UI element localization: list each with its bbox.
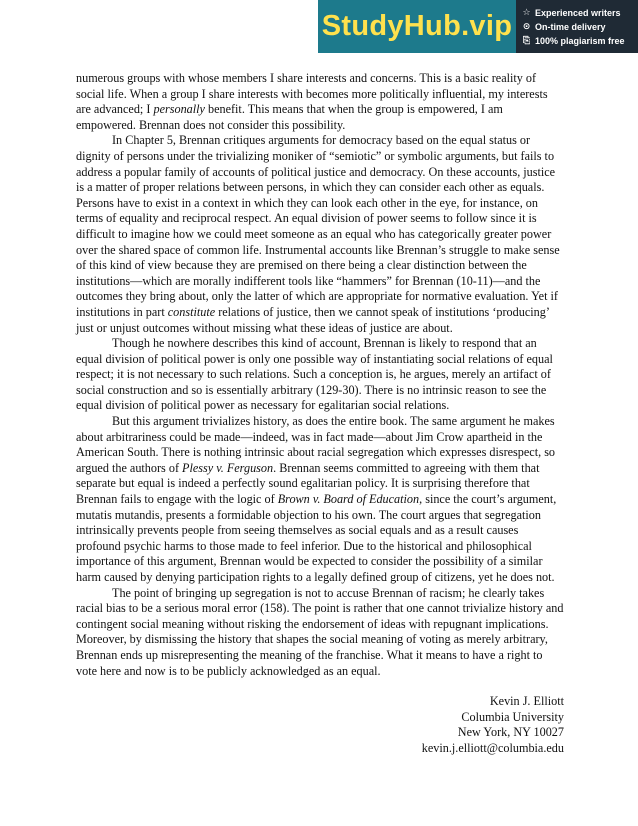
paragraph-text: benefit. This means that when the group is empowered, I am empowered. Brennan does not consider this possibility.: [76, 102, 503, 132]
paragraph-continuation: [76, 71, 564, 133]
feature-label: On-time delivery: [535, 21, 606, 32]
paragraph-text: In Chapter 5, Brennan critiques arguments for democracy based on the equal status or dignity of persons under the trivializing moniker of “semiotic” or symbolic arguments, but fails to address a popular family of accounts of political justice and democracy. On these accounts, justice is a matter of proper relations between persons, in which they can consider each other as equals. Persons have to exist in a context in which they can look each other in the eye, for instance, on terms of equality and reciprocal respect. An equal division of power seems to follow since it is difficult to imagine how we could meet someone as an equal who has categorically greater power over the shared space of common life. Instrumental accounts like Brennan’s struggle to make sense of this kind of view because they are premised on there being a clear distinction between the institutions—which are morally indifferent tools like “hammers” for Brennan (10-11)—and the outcomes they bring about, only the latter of which are appropriate for normative evaluation. Yet if institutions in part: [76, 133, 560, 319]
paragraph-text: relations of justice, then we cannot speak of institutions ‘producing’ just or unjust outcomes without missing what these ideas of justice are about.: [76, 304, 549, 335]
feature-on-time-delivery: [522, 21, 638, 32]
paragraph-text: Though he nowhere describes this kind of account, Brennan is likely to respond that an equal division of political power is only one possible way of instantiating social relations of equal respect; it is not necessary to such relations. Such a conception is, he argues, merely an artifact of social construction and so is essentially arbitrary (129-30). There is no intrinsic reason to see the equal division of political power as necessary for egalitarian social relations.: [76, 336, 553, 413]
paragraph-text: The point of bringing up segregation is not to accuse Brennan of racism; he clearly takes racial bias to be a serious moral error (158). The point is rather that one cannot trivialize history and contingent social meaning without risking the endorsement of ideas with repugnant implications. Moreover, by dismissing the history that shapes the social meaning of voting as merely arbitrary, Brennan ends up misrepresenting the meaning of the franchise. What it means to have a right to vote here and now is to be publicly acknowledged as an equal.: [76, 585, 564, 678]
author-name: Kevin J. Elliott: [489, 694, 564, 709]
feature-list: [516, 0, 638, 53]
paragraph-brennan-response: [76, 336, 564, 414]
clock-icon: ⊙: [522, 21, 531, 31]
studyhub-banner[interactable]: [318, 0, 638, 53]
paragraph-text: . Brennan seems committed to agreeing with them that separate but equal is indeed a perfectly sound egalitarian policy. It is surprising therefore that Brennan fails to engage with the logic of: [76, 460, 540, 507]
italic-text: Brown v. Board of Education: [277, 492, 420, 507]
feature-experienced-writers: [522, 7, 638, 18]
article-body: [76, 71, 564, 757]
italic-text: Plessy v. Ferguson: [182, 460, 274, 475]
paragraph-text: , since the court’s argument, mutatis mutandis, presents a formidable objection to his own. The court argues that segregation intrinsically prevents people from seeing themselves as social equals and as a result causes profound psychic harms to those made to feel inferior. Due to the historical and philosophical importance of this argument, Brennan would be expected to consider the possibility of a similar harm caused by denying participation rights to a legally defined group of citizens, yet he does not.: [76, 492, 557, 584]
paragraph-segregation-point: [76, 586, 564, 680]
author-email[interactable]: kevin.j.elliott@columbia.edu: [421, 740, 564, 755]
author-affiliation: Columbia University: [461, 709, 564, 724]
paragraph-text: numerous groups with whose members I share interests and concerns. This is a basic reality of social life. When a group I share interests with becomes more politically influential, my interests are advanced; I: [76, 71, 548, 117]
paragraph-chapter-5: [76, 133, 564, 336]
feature-label: Experienced writers: [535, 7, 621, 18]
italic-text: personally: [153, 102, 205, 117]
star-icon: ☆: [522, 7, 531, 17]
brand-logo[interactable]: StudyHub.vip: [318, 0, 516, 53]
feature-plagiarism-free: [522, 35, 638, 46]
paragraph-text: But this argument trivializes history, as does the entire book. The same argument he makes about arbitrariness could be made—indeed, was in fact made—about Jim Crow apartheid in the American South. There is nothing intrinsic about racial segregation which expresses disrespect, so argued the authors of: [76, 414, 556, 475]
feature-label: 100% plagiarism free: [535, 35, 625, 46]
document-icon: ⎘: [522, 35, 531, 45]
author-signature-block: [76, 694, 564, 756]
italic-text: constitute: [167, 304, 216, 319]
author-location: New York, NY 10027: [457, 725, 564, 740]
paragraph-trivializes-history: [76, 414, 564, 586]
